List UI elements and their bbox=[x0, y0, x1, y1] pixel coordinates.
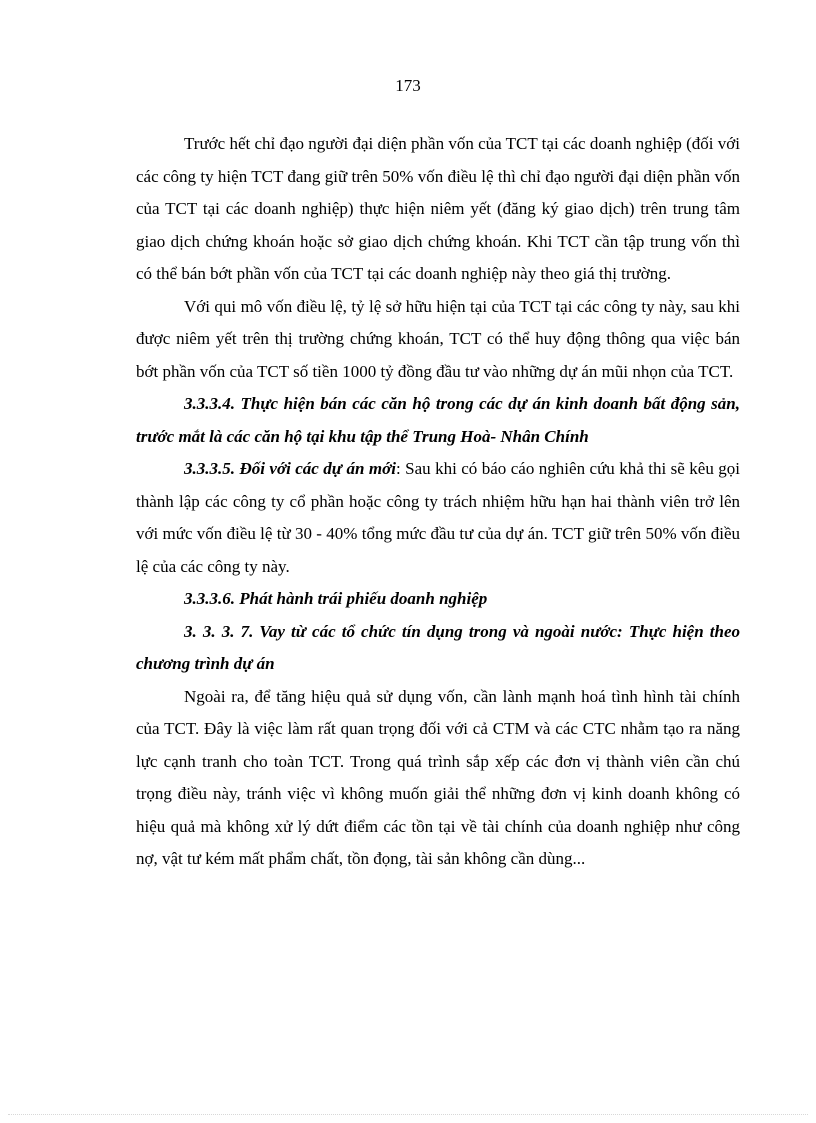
section-heading-3-3-3-5: 3.3.3.5. Đối với các dự án mới bbox=[184, 459, 396, 478]
section-heading-3-3-3-7: 3. 3. 3. 7. Vay từ các tổ chức tín dụng trong và ngoài nước: Thực hiện theo chương trình dự án bbox=[136, 621, 740, 673]
section-3-3-3-5 bbox=[136, 453, 740, 583]
page-bottom-border bbox=[8, 1114, 808, 1115]
paragraph-listing-shares: Trước hết chỉ đạo người đại diện phần vốn của TCT tại các doanh nghiệp (đối với các công ty hiện TCT đang giữ trên 50% vốn điều lệ thì chỉ đạo người đại diện phần vốn của TCT tại các doanh nghiệp) thực hiện niêm yết (đăng ký giao dịch) trên trung tâm giao dịch chứng khoán hoặc sở giao dịch chứng khoán. Khi TCT cần tập trung vốn thì có thể bán bớt phần vốn của TCT tại các doanh nghiệp này theo giá thị trường. bbox=[136, 134, 740, 283]
page-body bbox=[136, 128, 740, 876]
paragraph-financial-health: Ngoài ra, để tăng hiệu quả sử dụng vốn, cần lành mạnh hoá tình hình tài chính của TCT. Đây là việc làm rất quan trọng đối với cả CTM và các CTC nhằm tạo ra năng lực cạnh tranh cho toàn TCT. Trong quá trình sắp xếp các đơn vị thành viên cần chú trọng điều này, tránh việc vì không muốn giải thể những đơn vị kinh doanh không có hiệu quả mà không xử lý dứt điểm các tồn tại về tài chính của doanh nghiệp như công nợ, vật tư kém mất phẩm chất, tồn đọng, tài sản không cần dùng... bbox=[136, 686, 740, 868]
section-3-3-3-5-body: : Sau khi có báo cáo nghiên cứu khả thi sẽ kêu gọi thành lập các công ty cổ phần hoặc công ty trách nhiệm hữu hạn hai thành viên trở lên với mức vốn điều lệ từ 30 - 40% tổng mức đầu tư của dự án. TCT giữ trên 50% vốn điều lệ của các công ty này. bbox=[136, 459, 740, 576]
paragraph-capital-mobilization: Với qui mô vốn điều lệ, tỷ lệ sở hữu hiện tại của TCT tại các công ty này, sau khi được niêm yết trên thị trường chứng khoán, TCT có thể huy động thông qua việc bán bớt phần vốn của TCT số tiền 1000 tỷ đồng đầu tư vào những dự án mũi nhọn của TCT. bbox=[136, 296, 740, 381]
section-heading-3-3-3-4: 3.3.3.4. Thực hiện bán các căn hộ trong các dự án kinh doanh bất động sản, trước mắt là các căn hộ tại khu tập thể Trung Hoà- Nhân Chính bbox=[136, 394, 740, 446]
section-heading-3-3-3-6: 3.3.3.6. Phát hành trái phiếu doanh nghiệp bbox=[184, 589, 488, 608]
page-number: 173 bbox=[395, 76, 421, 95]
